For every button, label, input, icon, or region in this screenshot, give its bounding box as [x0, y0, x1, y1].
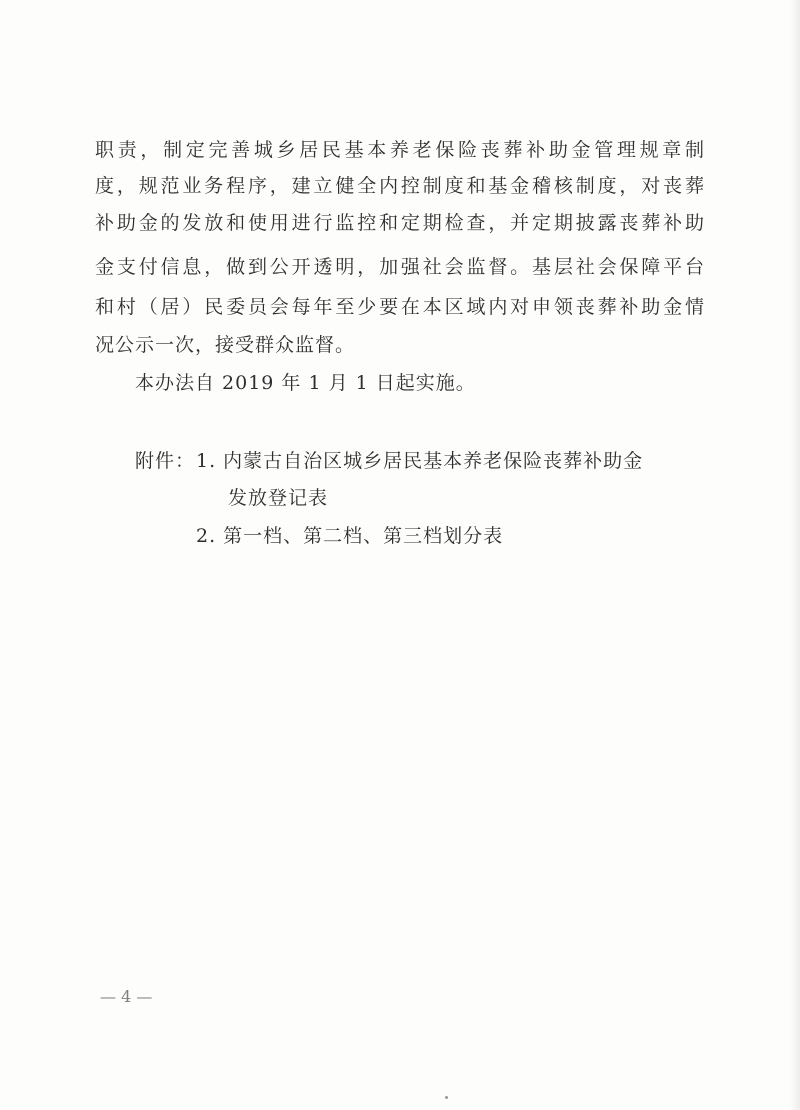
- page-edge-shadow: [790, 0, 800, 1110]
- attachment-item-1-line-1: 1. 内蒙古自治区城乡居民基本养老保险丧葬补助金: [196, 450, 644, 472]
- attachments-label: 附件：: [135, 450, 196, 472]
- scan-speck: [445, 1096, 448, 1099]
- body-line-3: 补助金的发放和使用进行监控和定期检查，并定期披露丧葬补助: [95, 212, 705, 234]
- body-line-1: 职责，制定完善城乡居民基本养老保险丧葬补助金管理规章制: [95, 139, 705, 161]
- page-number: — 4 —: [100, 987, 153, 1006]
- body-line-6: 况公示一次，接受群众监督。: [95, 334, 356, 356]
- attachment-item-1-line-2: 发放登记表: [228, 487, 329, 509]
- body-line-2: 度，规范业务程序，建立健全内控制度和基金稽核制度，对丧葬: [95, 175, 705, 197]
- effective-date: 本办法自 2019 年 1 月 1 日起实施。: [135, 372, 476, 394]
- attachment-item-2: 2. 第一档、第二档、第三档划分表: [196, 525, 504, 547]
- body-line-4: 金支付信息，做到公开透明，加强社会监督。基层社会保障平台: [95, 256, 705, 278]
- body-line-5: 和村（居）民委员会每年至少要在本区域内对申领丧葬补助金情: [95, 296, 705, 318]
